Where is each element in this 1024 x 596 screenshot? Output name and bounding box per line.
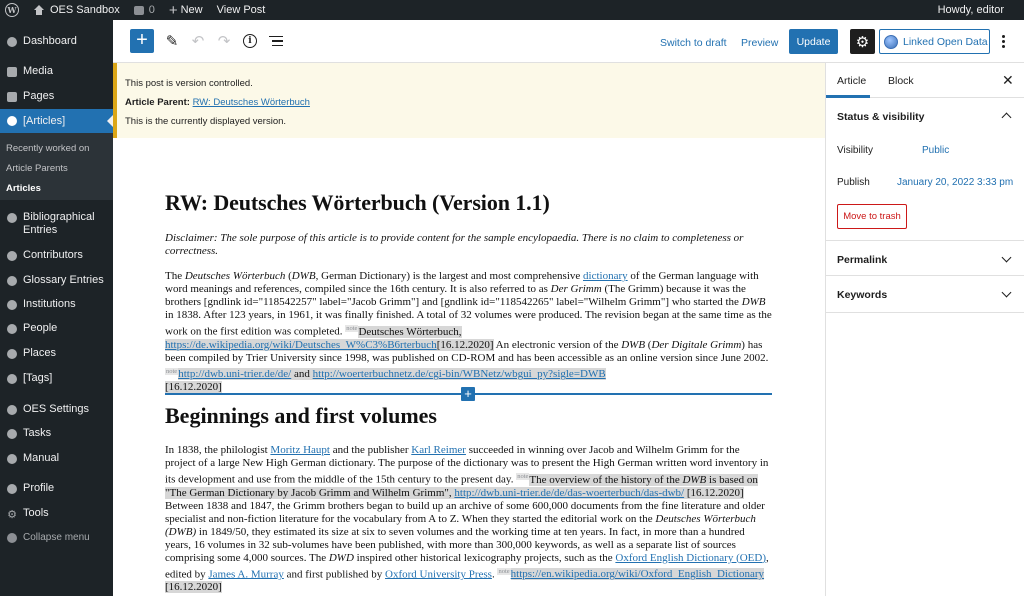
footnote-2-link-trier[interactable]: http://dwb.uni-trier.de/de/ <box>178 368 292 381</box>
menu-media-label: Media <box>23 65 53 77</box>
footnote-4[interactable]: https://en.wikipedia.org/wiki/Oxford_English_Dictionary [16.12.2020] <box>165 568 765 594</box>
footnote-4-link[interactable]: https://en.wikipedia.org/wiki/Oxford_English_Dictionary <box>510 568 765 581</box>
oes-settings-icon <box>6 404 18 416</box>
chevron-up-icon[interactable] <box>1002 113 1012 123</box>
options-menu-button[interactable] <box>998 31 1008 51</box>
footnote-marker: note <box>166 367 178 375</box>
user-greeting: Howdy, editor <box>937 4 1004 16</box>
article-parent-link[interactable]: RW: Deutsches Wörterbuch <box>192 97 310 108</box>
dictionary-link[interactable]: dictionary <box>583 270 628 282</box>
menu-tasks[interactable] <box>0 427 113 440</box>
editor-header <box>113 20 1024 63</box>
article-parent-label: Article Parent: <box>125 97 190 108</box>
menu-tags[interactable] <box>0 372 113 385</box>
footnote-3[interactable]: The overview of the history of the DWB is based on "The German Dictionary by Jacob Grimm and Wilhelm Grimm", http://dwb.uni-trier.de/de/das-woerterbuch/das-dwb/ [16.12.2020] <box>165 473 758 499</box>
footnote-2-link-woerterbuchnetz[interactable]: http://woerterbuchnetz.de/cgi-bin/WBNetz/wbgui_py?sigle=DWB <box>312 368 606 381</box>
footnote-2[interactable]: http://dwb.uni-trier.de/de/ and http://woerterbuchnetz.de/cgi-bin/WBNetz/wbgui_py?sigle=DWB [16.12.2020] <box>165 368 606 394</box>
menu-collapse[interactable] <box>0 531 113 544</box>
view-post-label: View Post <box>216 4 266 16</box>
people-icon <box>6 323 18 335</box>
oed-link[interactable]: Oxford English Dictionary (OED) <box>615 551 767 564</box>
active-tab-indicator <box>826 95 870 98</box>
comment-icon <box>134 6 144 15</box>
publish-date-button[interactable]: January 20, 2022 3:33 pm <box>897 177 1014 188</box>
visibility-value-button[interactable]: Public <box>922 145 950 156</box>
visibility-label: Visibility <box>837 145 873 156</box>
james-murray-link[interactable]: James A. Murray <box>208 568 284 581</box>
linked-open-data-label: Linked Open Data <box>903 35 988 48</box>
inspector-tabs <box>826 63 1024 98</box>
institutions-icon <box>6 299 18 311</box>
version-control-notice <box>113 63 825 138</box>
redo-button[interactable] <box>214 31 234 51</box>
insert-block-between-button[interactable]: + <box>461 387 475 401</box>
footnote-3-link[interactable]: http://dwb.uni-trier.de/de/das-woerterbuch/das-dwb/ <box>454 486 685 499</box>
chevron-down-icon[interactable] <box>1002 253 1012 263</box>
menu-glossary-entries[interactable] <box>0 274 113 287</box>
bibliography-icon <box>6 212 18 224</box>
manual-icon <box>6 453 18 465</box>
pages-icon <box>6 91 18 103</box>
wrench-icon: ⚙ <box>7 508 17 521</box>
gear-icon: ⚙ <box>855 33 870 51</box>
menu-pages[interactable] <box>0 90 113 103</box>
panel-divider <box>826 240 1024 241</box>
view-post-link[interactable] <box>209 0 272 20</box>
menu-institutions-label: Institutions <box>23 298 76 310</box>
info-icon: i <box>243 34 257 48</box>
menu-manual[interactable] <box>0 452 113 465</box>
articles-submenu <box>0 133 113 200</box>
status-visibility-panel-toggle[interactable]: Status & visibility <box>837 111 925 123</box>
editor-canvas[interactable] <box>113 138 825 596</box>
menu-bibliographical-entries[interactable] <box>0 211 113 237</box>
glossary-icon <box>6 275 18 287</box>
menu-institutions[interactable] <box>0 298 113 311</box>
redo-icon: ↷ <box>217 33 231 50</box>
admin-sidebar <box>0 20 113 596</box>
admin-bar <box>0 0 1024 20</box>
preview-button[interactable]: Preview <box>741 37 779 49</box>
footnote-marker: note <box>498 567 510 575</box>
details-button[interactable] <box>240 31 260 51</box>
menu-tools-label: Tools <box>23 507 49 519</box>
update-button[interactable]: Update <box>789 29 838 54</box>
list-view-button[interactable] <box>266 31 286 51</box>
notice-line-current-version: This is the currently displayed version. <box>125 116 287 127</box>
notice-line-version-controlled: This post is version controlled. <box>125 78 253 89</box>
submenu-articles[interactable]: Articles <box>6 183 41 194</box>
publish-label: Publish <box>837 177 870 188</box>
permalink-panel-toggle[interactable]: Permalink <box>837 254 888 266</box>
menu-pages-label: Pages <box>23 90 55 102</box>
beginnings-paragraph[interactable]: In 1838, the philologist Moritz Haupt and the publisher Karl Reimer succeeded in winning over Jacob and Wilhelm Grimm for the project of a large New High German dictionary. The purpose of the dictionary was to present the High German written word inventory in its development and use from the middle of the 15th century to the present day. $^{note}$The overview of the history of the DWB is based on "The German Dictionary by Jacob Grimm and Wilhelm Grimm", http://dwb.uni-trier.de/de/das-woerterbuch/das-dwb/ [16.12.2020] Between 1838 and 1847, the Grimm brothers began to build up an archive of some 600,000 documents from the fine literature and older specialist and non-fiction literature for the vocabulary from A to Z. When they started the editorial work on the Deutsches Wörterbuch (DWB) in 1849/50, they estimated its size at six to seven volumes and the working time at ten years. In fact, in more than a hundred years, 16 volumes in 32 sub-volumes have been published, with more than 300,000 keywords, as well as a separate list of sources comprising some 4,000 sources. The DWD inspired other historical lexicography projects, such as the Oxford English Dictionary (OED), edited by James A. Murray and first published by Oxford University Press. $^{note}$https://en.wikipedia.org/wiki/Oxford_English_Dictionary [16.12.2020] <box>165 444 769 594</box>
linked-open-data-button[interactable] <box>879 29 990 54</box>
panel-divider <box>826 312 1024 313</box>
list-view-icon <box>269 36 283 47</box>
karl-reimer-link[interactable]: Karl Reimer <box>411 444 466 456</box>
places-icon <box>6 348 18 360</box>
menu-dashboard-label: Dashboard <box>23 35 77 47</box>
menu-contributors-label: Contributors <box>23 249 83 261</box>
tasks-icon <box>6 428 18 440</box>
collapse-icon <box>6 532 18 544</box>
pencil-icon: ✎ <box>165 33 179 50</box>
articles-icon <box>6 115 18 127</box>
new-label: New <box>180 4 203 16</box>
menu-bibliographical-entries-label: Bibliographical Entries <box>23 211 95 236</box>
footnote-marker: note <box>346 325 358 332</box>
profile-icon <box>6 483 18 495</box>
globe-icon <box>884 35 898 49</box>
menu-articles[interactable] <box>0 109 113 133</box>
menu-tags-label: [Tags] <box>23 372 53 384</box>
comments-menu[interactable] <box>126 0 161 20</box>
menu-media[interactable] <box>0 65 113 78</box>
menu-contributors[interactable] <box>0 249 113 262</box>
settings-sidebar <box>825 63 1024 596</box>
contributors-icon <box>6 250 18 262</box>
menu-articles-label: [Articles] <box>23 114 66 127</box>
tab-block[interactable]: Block <box>888 75 914 87</box>
undo-icon: ↶ <box>191 33 205 50</box>
media-icon <box>6 66 18 78</box>
wordpress-icon: W <box>5 3 19 17</box>
home-icon <box>33 5 45 15</box>
tags-icon <box>6 373 18 385</box>
move-to-trash-button[interactable]: Move to trash <box>837 204 907 229</box>
submenu-article-parents[interactable]: Article Parents <box>6 163 68 174</box>
menu-collapse-label: Collapse menu <box>23 532 90 543</box>
moritz-haupt-link[interactable]: Moritz Haupt <box>270 444 330 456</box>
chevron-down-icon[interactable] <box>1002 288 1012 298</box>
footnote-marker: note <box>517 473 529 480</box>
menu-people-label: People <box>23 322 58 334</box>
disclaimer-paragraph[interactable]: Disclaimer: The sole purpose of this article is to provide content for the sample encylopaedia. There is no claim to completeness or correctness. <box>165 232 744 257</box>
submenu-recently-worked-on[interactable]: Recently worked on <box>6 143 90 154</box>
menu-dashboard[interactable] <box>0 35 113 48</box>
notice-line-article-parent <box>125 97 310 108</box>
menu-glossary-label: Glossary Entries <box>23 274 104 286</box>
panel-divider <box>826 275 1024 276</box>
switch-to-draft-button[interactable]: Switch to draft <box>660 37 727 49</box>
intro-paragraph[interactable]: The Deutsches Wörterbuch (DWB, German Dictionary) is the largest and most comprehensive dictionary of the German language with word meanings and references, compiled since the 16th century. It is also referred to as Der Grimm (The Grimm) because it was the brothers [gndlink id="118542257" label="Jacob Grimm"] and [gndlink id="118542265" label="Wilhelm Grimm"] who started the DWB in 1838. After 123 years, in 1961, it was finally finished. A total of 32 volumes were produced. The revision began at the same time as the work on the first edition was completed. $^{note}$Deutsches Wörterbuch, https://de.wikipedia.org/wiki/Deutsches_W%C3%B6rterbuch[16.12.2020] An electronic version of the DWB (Der Digitale Grimm) has been compiled by Trier University since 1998, was published on CD-ROM and has been accessible as an online version since June 2002. $^{note}$http://dwb.uni-trier.de/de/ and http://woerterbuchnetz.de/cgi-bin/WBNetz/wbgui_py?sigle=DWB [16.12.2020] <box>165 270 772 394</box>
menu-tools[interactable] <box>0 507 113 520</box>
plus-icon: + <box>168 1 178 19</box>
menu-profile-label: Profile <box>23 482 55 494</box>
close-icon[interactable]: ✕ <box>1002 72 1014 88</box>
footnote-1[interactable]: Deutsches Wörterbuch, https://de.wikipedia.org/wiki/Deutsches_W%C3%B6rterbuch[16.12.2020] <box>165 325 494 351</box>
edit-tool-button[interactable] <box>162 31 182 51</box>
settings-button[interactable] <box>850 29 875 54</box>
site-name-menu[interactable] <box>25 0 126 20</box>
menu-people[interactable] <box>0 322 113 335</box>
post-title[interactable]: RW: Deutsches Wörterbuch (Version 1.1) <box>165 190 550 215</box>
comments-count: 0 <box>148 4 155 16</box>
new-content-menu[interactable] <box>161 0 209 20</box>
menu-oes-settings-label: OES Settings <box>23 403 90 415</box>
footnote-1-link[interactable]: https://de.wikipedia.org/wiki/Deutsches_W%C3%B6rterbuch <box>165 338 437 351</box>
site-name: OES Sandbox <box>50 4 120 16</box>
section-heading[interactable]: Beginnings and first volumes <box>165 403 437 428</box>
block-inserter-button[interactable]: + <box>130 29 154 53</box>
dashboard-icon <box>6 36 18 48</box>
undo-button[interactable] <box>188 31 208 51</box>
tab-article[interactable]: Article <box>837 75 867 87</box>
menu-places[interactable] <box>0 347 113 360</box>
menu-manual-label: Manual <box>23 452 60 464</box>
oxford-university-press-link[interactable]: Oxford University Press <box>385 568 492 581</box>
menu-tasks-label: Tasks <box>23 427 52 439</box>
menu-oes-settings[interactable] <box>0 403 113 416</box>
kebab-dot <box>1002 45 1005 48</box>
menu-profile[interactable] <box>0 482 113 495</box>
kebab-dot <box>1002 40 1005 43</box>
keywords-panel-toggle[interactable]: Keywords <box>837 289 888 301</box>
menu-places-label: Places <box>23 347 57 359</box>
user-account-menu[interactable] <box>932 0 1024 20</box>
kebab-dot <box>1002 35 1005 38</box>
wordpress-logo-menu[interactable] <box>0 0 25 20</box>
